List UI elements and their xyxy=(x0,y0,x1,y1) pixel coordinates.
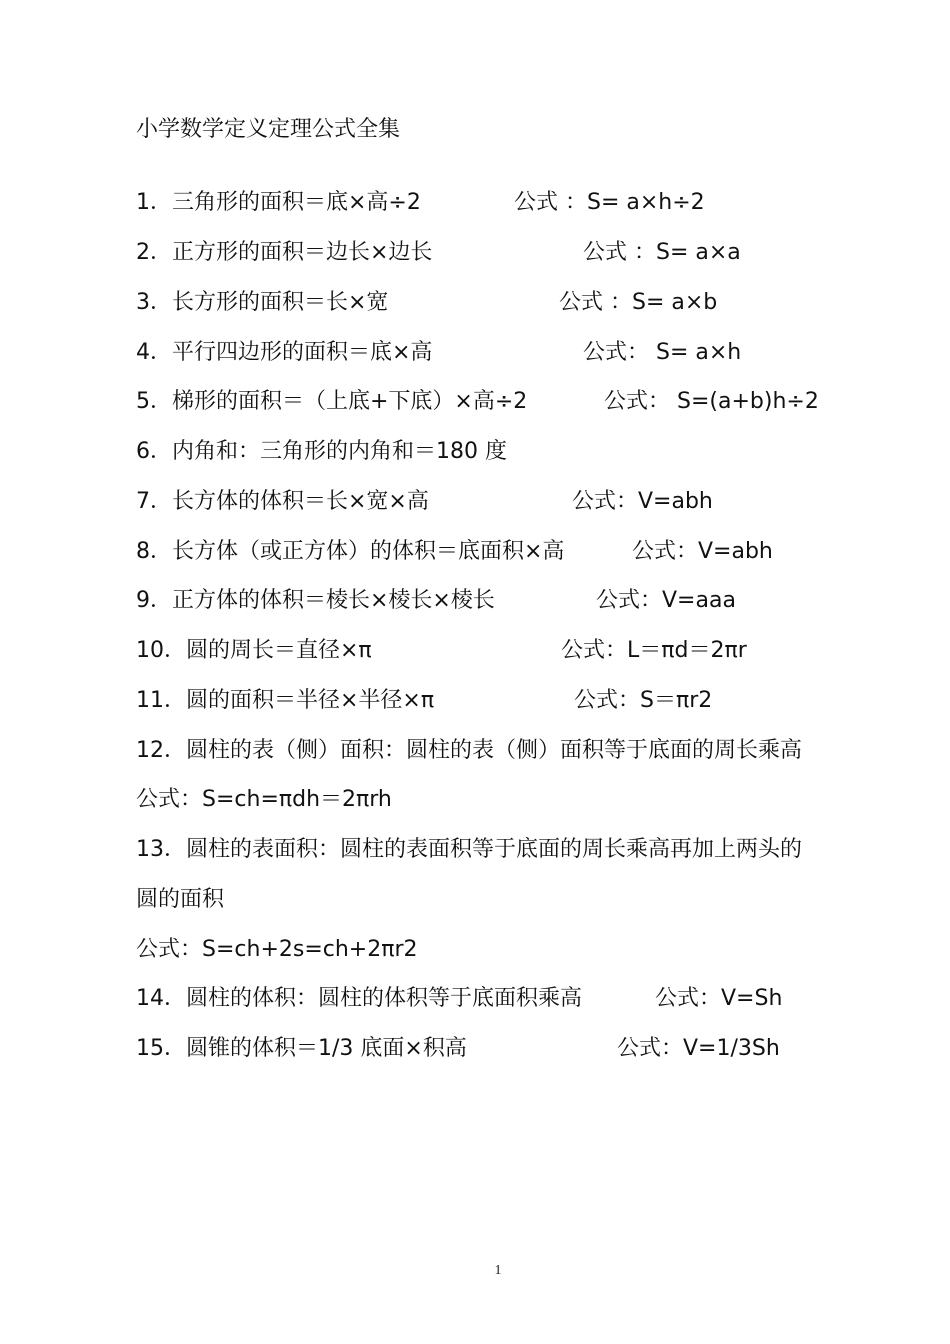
item-13-text: 13．圆柱的表面积：圆柱的表面积等于底面的周长乘高再加上两头的 xyxy=(136,837,802,862)
item-1-formula: 公式 ：S= a×h÷2 xyxy=(514,190,705,215)
item-8-formula: 公式：V=abh xyxy=(632,539,773,564)
item-4-text: 4．平行四边形的面积＝底×高 xyxy=(136,340,433,365)
item-10-formula: 公式：L＝πd＝2πr xyxy=(561,638,747,663)
item-7-text: 7．长方体的体积＝长×宽×高 xyxy=(136,489,429,514)
item-7-formula: 公式：V=abh xyxy=(572,489,713,514)
item-10-text: 10．圆的周长＝直径×π xyxy=(136,638,372,663)
item-3-text: 3．长方形的面积＝长×宽 xyxy=(136,290,389,315)
item-11-formula: 公式：S＝πr2 xyxy=(574,688,713,713)
item-5-text: 5．梯形的面积＝（上底+下底）×高÷2 xyxy=(136,389,528,414)
item-15-formula: 公式：V=1/3Sh xyxy=(617,1036,780,1061)
item-5-formula: 公式： S=(a+b)h÷2 xyxy=(604,389,819,414)
item-8-text: 8．长方体（或正方体）的体积＝底面积×高 xyxy=(136,539,565,564)
item-14-text: 14．圆柱的体积：圆柱的体积等于底面积乘高 xyxy=(136,986,582,1011)
item-2-formula: 公式 ：S= a×a xyxy=(583,240,741,265)
page-title: 小学数学定义定理公式全集 xyxy=(136,117,401,142)
item-6-text: 6．内角和：三角形的内角和＝180 度 xyxy=(136,439,507,464)
item-3-formula: 公式 ：S= a×b xyxy=(559,290,718,315)
item-1-text: 1．三角形的面积＝底×高÷2 xyxy=(136,190,421,215)
item-2-text: 2．正方形的面积＝边长×边长 xyxy=(136,240,433,265)
item-14-formula: 公式：V=Sh xyxy=(655,986,783,1011)
item-11-text: 11．圆的面积＝半径×半径×π xyxy=(136,688,435,713)
item-9-formula: 公式：V=aaa xyxy=(596,588,736,613)
item-12-formula-line: 公式：S=ch=πdh＝2πrh xyxy=(136,787,392,812)
item-15-text: 15．圆锥的体积＝1/3 底面×积高 xyxy=(136,1036,467,1061)
item-13-formula-line: 公式：S=ch+2s=ch+2πr2 xyxy=(136,937,418,962)
item-12-text: 12．圆柱的表（侧）面积：圆柱的表（侧）面积等于底面的周长乘高 xyxy=(136,738,802,763)
item-9-text: 9．正方体的体积＝棱长×棱长×棱长 xyxy=(136,588,495,613)
item-13-continuation: 圆的面积 xyxy=(136,887,225,912)
item-4-formula: 公式： S= a×h xyxy=(583,340,742,365)
page-number: 1 xyxy=(494,1263,502,1278)
